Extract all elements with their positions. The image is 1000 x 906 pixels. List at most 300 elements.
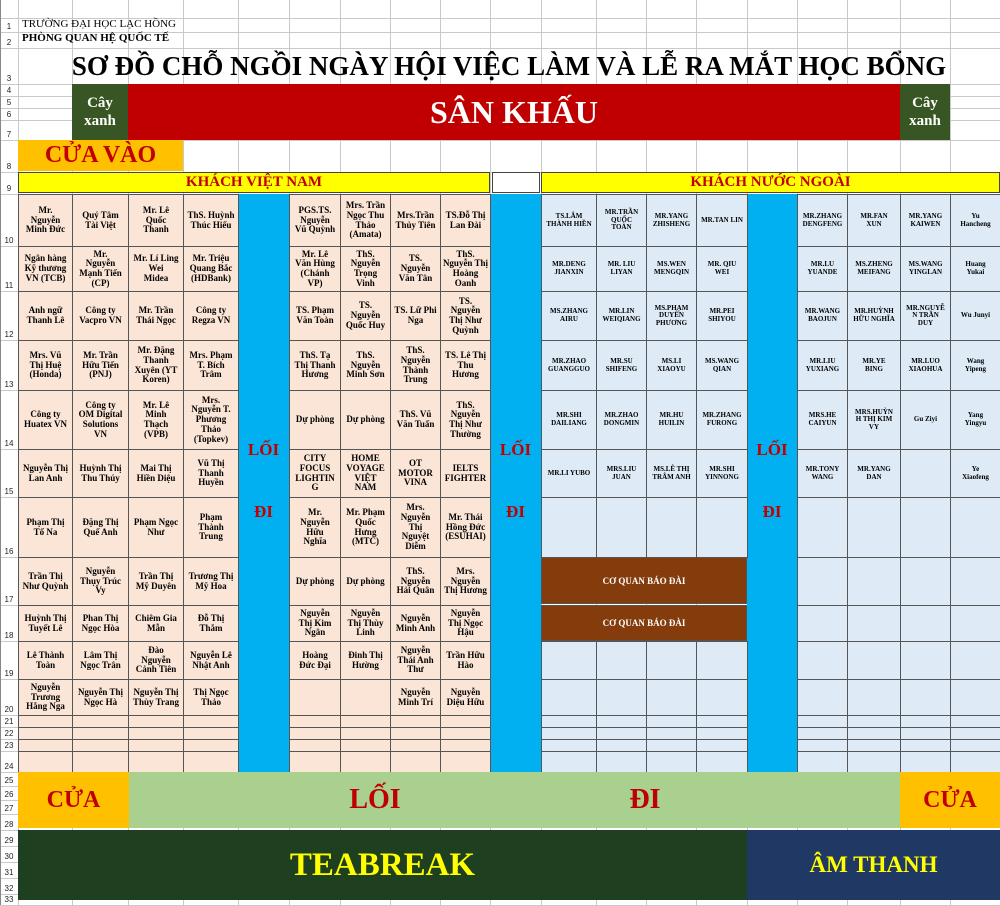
seat-name <box>198 614 225 633</box>
vn-block-b-seat <box>390 497 441 558</box>
fr-block-b-seat <box>900 340 951 391</box>
seat-name-line: VOYAGE <box>346 462 385 473</box>
vn-block-b-seat <box>390 679 441 716</box>
seat-name-line: (CP) <box>91 277 110 288</box>
seat-name <box>78 688 123 707</box>
seat-name-line: WEIQIANG <box>602 315 641 323</box>
seat-name-line: Phương <box>195 414 227 425</box>
row-number: 5 <box>6 98 12 107</box>
seat-name-line: Thúc Hiếu <box>190 219 232 230</box>
seat-name-line: HOME <box>351 453 380 464</box>
row-number: 32 <box>4 884 14 893</box>
empty-seat <box>950 751 1000 773</box>
seat-name-line: Lan Đài <box>449 219 482 230</box>
seat-name <box>399 254 433 283</box>
seat-name-line: Ngọc Trân <box>80 659 121 670</box>
seat-name <box>449 401 482 440</box>
vn-block-a-seat <box>183 679 239 716</box>
seat-name-line: Nguyễn <box>400 686 431 697</box>
seat-name <box>348 651 383 670</box>
seat-name <box>448 609 483 638</box>
seat-name-line: MR.TRẦN <box>604 208 639 217</box>
section-gap <box>492 172 540 193</box>
seat-name-line: Phạm Ngọc <box>133 516 179 527</box>
seat-name-line: VINA <box>403 477 427 488</box>
seat-name-line: Cảnh Tiên <box>135 664 177 675</box>
vn-block-a-seat <box>128 449 184 498</box>
row-number: 2 <box>6 38 12 47</box>
vn-block-b-seat <box>340 497 391 558</box>
seat-name <box>551 412 587 427</box>
seat-name-line: Ngọc Thu <box>346 209 385 220</box>
vn-block-a-seat <box>18 246 73 292</box>
seat-name <box>446 651 485 670</box>
vn-block-a-seat <box>18 390 73 450</box>
seat-name-line: Thị Kim <box>298 617 332 628</box>
vn-block-b-seat <box>440 194 491 247</box>
page-title: SƠ ĐỒ CHỖ NGỒI NGÀY HỘI VIỆC LÀM VÀ LỄ RA MẮT HỌC BỔNG <box>71 50 947 81</box>
seat-name-line: DUYÊN <box>659 311 684 320</box>
seat-name-line: G <box>311 482 319 493</box>
fr-block-b-seat <box>847 390 901 450</box>
seat-name-line: Lê Thành <box>26 649 65 660</box>
fr-block-a-seat <box>646 194 697 247</box>
fr-block-b-seat <box>797 246 848 292</box>
seat-name <box>860 213 887 228</box>
vn-block-b-seat <box>289 390 341 450</box>
seat-name-line: Nguyễn <box>400 612 431 623</box>
seat-name <box>803 213 843 228</box>
seat-name-line: JIANXIN <box>554 268 584 276</box>
seat-name <box>445 513 486 542</box>
seat-name-line: Tuyết Lê <box>28 622 63 633</box>
seat-name <box>135 614 177 633</box>
seat-name <box>351 250 381 289</box>
empty-seat <box>72 751 129 773</box>
seat-name <box>449 297 482 336</box>
seat-name-line: Hậu <box>457 627 474 638</box>
seat-name-line: Nguyễn <box>85 258 116 269</box>
seat-name-line: ThS. <box>406 345 425 356</box>
fr-block-a-seat <box>596 449 647 498</box>
seat-name <box>401 346 431 385</box>
seat-name-line: VP) <box>307 277 323 288</box>
fr-block-a-seat <box>646 449 697 498</box>
seat-name-line: MR.YANG <box>857 464 891 473</box>
seat-name-line: Thành <box>402 364 429 375</box>
vn-block-b-seat <box>289 497 341 558</box>
seat-name-line: Hiền Diệu <box>136 472 176 483</box>
vn-block-a-seat <box>18 497 73 558</box>
seat-name <box>347 609 383 638</box>
seat-name-line: Thường <box>450 428 481 439</box>
fr-block-a-seat <box>646 340 697 391</box>
empty-seat <box>797 679 848 716</box>
seat-name <box>136 306 176 325</box>
fr-block-a-seat <box>696 194 748 247</box>
seat-name-line: Thụy Trúc <box>80 575 121 586</box>
seat-name-line: Mr. <box>308 507 322 518</box>
seat-name-line: Nguyễn <box>450 607 481 618</box>
vn-block-a-seat <box>128 679 184 716</box>
seat-name <box>300 508 330 547</box>
empty-seat <box>646 641 697 680</box>
seat-name-line: XIAOYU <box>657 364 686 373</box>
empty-seat <box>900 751 951 773</box>
seat-name-line: MR.SU <box>610 356 633 365</box>
seat-name-line: Văn Tân <box>398 272 433 283</box>
row-number: 6 <box>6 110 12 119</box>
empty-seat <box>440 751 491 773</box>
seat-name-line: MRS.HE <box>808 411 837 420</box>
seat-name-line: Oanh <box>454 277 477 288</box>
seat-name-line: Huatex VN <box>23 419 68 429</box>
seat-name-line: NAM <box>354 482 377 493</box>
seat-name <box>606 358 638 373</box>
seat-name <box>26 683 65 712</box>
fr-block-b-seat <box>847 340 901 391</box>
seat-name-line: Yingyu <box>964 419 987 427</box>
seat-name-line: Wei <box>148 263 164 274</box>
seat-name-line: Văn Tuấn <box>396 419 435 429</box>
seat-name-line: Trần Thị <box>138 570 174 581</box>
seat-name-line: (Chánh <box>300 268 330 278</box>
seat-name-line: Nguyễn <box>300 214 330 225</box>
seat-name <box>137 464 176 483</box>
seat-name-line: Hancheng <box>960 219 991 228</box>
empty-seat <box>596 679 647 716</box>
seat-name-line: Mạnh Tiến <box>79 268 122 278</box>
seat-name <box>136 572 176 591</box>
seat-name-line: VN <box>94 428 107 439</box>
vn-block-b-seat <box>340 340 391 391</box>
seat-name-line: MR.TAN LIN <box>701 215 743 224</box>
seat-name-line: LIYAN <box>610 268 633 276</box>
seat-name-line: Đỗ Thị <box>197 612 225 623</box>
empty-seat <box>340 751 391 773</box>
seat-name <box>296 306 334 325</box>
seat-name-line: Nguyễn <box>350 359 381 370</box>
seat-name-line: Minh <box>145 409 167 420</box>
seat-name <box>23 572 69 591</box>
seat-name-line: MR.FAN <box>860 211 888 220</box>
fr-block-a-seat <box>596 291 647 341</box>
seat-name-line: Nguyễn <box>85 565 116 576</box>
seat-name-line: Thị Như <box>449 419 482 429</box>
seat-name-line: MR.ZHAO <box>604 411 639 420</box>
seat-name <box>295 454 335 493</box>
vn-block-b-seat <box>289 605 341 642</box>
vn-block-b-seat <box>340 449 391 498</box>
seat-name-line: N TRẦN <box>912 311 939 320</box>
seat-name-line: ThS. Tạ <box>299 349 331 360</box>
vn-block-b-seat <box>390 390 441 450</box>
seat-name <box>607 466 637 481</box>
vn-block-b-seat <box>289 291 341 341</box>
fr-block-b-seat <box>950 246 1000 292</box>
seat-name-line: TS. <box>358 300 373 311</box>
seat-name-line: Quý Tâm <box>82 209 119 220</box>
seat-name-line: Hữu Tiến <box>82 359 119 370</box>
seat-name-line: Nguyễn <box>300 516 330 527</box>
fr-block-a-seat <box>646 390 697 450</box>
seat-name <box>701 217 743 225</box>
vn-block-b-seat <box>289 557 341 606</box>
empty-seat <box>950 497 1000 558</box>
row-number: 4 <box>6 86 12 95</box>
vn-block-b-seat <box>340 679 391 716</box>
vn-block-b-seat <box>289 246 341 292</box>
vn-block-b-seat <box>289 679 341 716</box>
seat-name-line: MR.LIU <box>809 356 836 365</box>
seat-name-line: Ye <box>971 464 980 473</box>
seat-name <box>294 351 335 380</box>
seat-name-line: MS.ZHENG <box>855 260 893 269</box>
seat-name-line: MR.WANG <box>804 307 841 316</box>
seat-name-line: Thùy Trang <box>133 696 179 707</box>
seat-name <box>190 651 232 670</box>
vn-block-a-seat <box>18 679 73 716</box>
row-number: 24 <box>4 762 14 771</box>
vn-block-b-seat <box>289 449 341 498</box>
fr-block-a-seat <box>646 291 697 341</box>
seat-name-line: MR.YANG <box>654 211 689 220</box>
vn-block-b-seat <box>440 497 491 558</box>
seat-name-line: Yukai <box>966 268 985 276</box>
seat-name-line: Huỳnh Thị <box>24 612 67 623</box>
fr-block-a-seat <box>696 246 748 292</box>
aisle-2 <box>490 194 541 772</box>
vn-block-a-seat <box>72 641 129 680</box>
seat-name-line: Huang <box>965 260 986 269</box>
seat-name-line: Công ty <box>85 305 116 316</box>
vn-block-a-seat <box>183 557 239 606</box>
seat-name-line: Thắm <box>199 622 223 633</box>
vn-block-b-seat <box>340 291 391 341</box>
fr-block-b-seat <box>847 194 901 247</box>
seat-name-line: Hoàng <box>302 649 328 660</box>
seat-name-line: Nguyễn Thị <box>133 686 179 697</box>
fr-block-b-seat <box>797 291 848 341</box>
seat-name-line: Dự phòng <box>295 575 335 586</box>
seat-name-line: THÀNH HIỀN <box>546 219 592 228</box>
seat-name <box>79 250 121 289</box>
seat-name <box>855 261 893 276</box>
fr-block-b-seat <box>950 291 1000 341</box>
seat-name-line: Koren) <box>142 374 170 385</box>
seat-name-line: Lâm Thị <box>83 649 118 660</box>
row-number: 3 <box>6 74 12 83</box>
fr-block-b-seat <box>900 390 951 450</box>
seat-name-line: MS.WANG <box>908 260 943 269</box>
vn-block-a-seat <box>128 291 184 341</box>
seat-name <box>906 305 945 328</box>
seat-name-line: Phạm Thị <box>26 516 65 527</box>
seat-name-line: (MTC) <box>351 536 379 547</box>
seat-name <box>190 351 233 380</box>
seat-name <box>296 577 334 587</box>
seat-name-line: Linh <box>356 627 375 638</box>
seat-name-line: Yang <box>967 411 984 420</box>
vn-block-a-seat <box>128 390 184 450</box>
seat-name <box>198 513 224 542</box>
seat-name-line: Công ty <box>195 305 227 316</box>
seat-name <box>809 412 837 427</box>
seat-name-line: ThS. <box>456 399 475 410</box>
seat-name <box>295 206 335 235</box>
seat-name-line: Anh ngữ <box>28 305 63 316</box>
seat-name-line: Thảo <box>355 219 376 230</box>
seat-name-line: Ngọc Hà <box>83 696 118 707</box>
seat-name <box>657 358 685 373</box>
seat-name-line: Nguyễn <box>400 644 431 655</box>
seat-name-line: TS. <box>458 295 473 306</box>
vn-block-b-seat <box>340 194 391 247</box>
fr-block-b-seat <box>847 449 901 498</box>
seat-name <box>24 614 66 633</box>
seat-name-line: Toàn <box>35 659 56 670</box>
empty-seat <box>541 751 597 773</box>
seat-name-line: Văn Toàn <box>296 315 334 325</box>
seat-name-line: Hào <box>457 659 474 670</box>
sound-area: ÂM THANH <box>747 830 1000 900</box>
fr-block-a-seat <box>596 340 647 391</box>
seat-name-line: KAIWEN <box>910 219 941 228</box>
seat-name-line: MR.LUO <box>911 356 940 365</box>
seat-name-line: TS. Phạm <box>295 305 334 316</box>
empty-seat <box>696 497 748 558</box>
empty-seat <box>797 605 848 642</box>
seat-name-line: (PNJ) <box>89 369 112 380</box>
walkway <box>129 772 900 828</box>
vn-block-b-seat <box>289 641 341 680</box>
vn-block-b-seat <box>390 557 441 606</box>
vn-block-a-seat <box>183 641 239 680</box>
seat-name <box>909 213 942 228</box>
empty-seat <box>646 751 697 773</box>
empty-seat <box>797 641 848 680</box>
seat-name-line: H THỊ KIM <box>855 415 893 424</box>
seat-name-line: GUANGGUO <box>548 364 590 373</box>
aisle-label-bottom: ĐI <box>506 502 525 521</box>
row-number: 21 <box>4 717 14 726</box>
vn-block-b-seat <box>390 291 441 341</box>
fr-block-a-seat <box>596 390 647 450</box>
empty-seat <box>596 751 647 773</box>
seat-name-line: Minh Đức <box>25 224 66 235</box>
row-number: 11 <box>4 281 14 290</box>
seat-name-line: PGS.TS. <box>298 204 332 215</box>
row-number: 23 <box>4 741 14 750</box>
seat-name-line: MEIFANG <box>857 268 891 276</box>
seat-name-line: Quỳnh <box>452 324 479 335</box>
row-number: 13 <box>4 380 14 389</box>
seat-name <box>396 614 435 633</box>
stage: SÂN KHẤU <box>128 84 900 140</box>
section-vietnam-header: KHÁCH VIỆT NAM <box>18 172 490 193</box>
seat-name-line: Hương <box>452 369 479 380</box>
seat-name-line: Mrs. Vũ <box>29 349 62 360</box>
seat-name-line: Mr. <box>38 204 53 215</box>
empty-seat <box>847 641 901 680</box>
seat-name <box>805 308 840 323</box>
seat-name <box>446 211 486 230</box>
empty-seat <box>797 751 848 773</box>
seat-name <box>136 646 176 675</box>
empty-seat <box>797 557 848 606</box>
fr-block-b-seat <box>950 390 1000 450</box>
seat-name <box>394 306 436 325</box>
vn-block-a-seat <box>18 449 73 498</box>
seat-name-line: Hưng <box>354 526 377 537</box>
vn-block-a-seat <box>128 641 184 680</box>
office-name: PHÒNG QUAN HỆ QUỐC TẾ <box>22 32 170 44</box>
seat-name-line: Nguyễn <box>30 214 61 225</box>
vn-block-b-seat <box>390 194 441 247</box>
fr-block-a-seat <box>541 340 597 391</box>
seat-name-line: Nguyễn T. <box>191 404 231 415</box>
seat-name <box>397 567 435 596</box>
seat-name-line: CAIYUN <box>808 419 837 427</box>
seat-name-line: MR.HU <box>659 411 684 420</box>
seat-name-line: MR.TONY <box>805 464 840 473</box>
seat-name-line: (Amata) <box>349 229 382 240</box>
seat-name-line: Dự phòng <box>295 414 335 425</box>
seat-name-line: HUILIN <box>658 419 685 427</box>
seat-name-line: Quế Anh <box>83 526 118 537</box>
seat-name-line: TOÀN <box>611 223 632 232</box>
fr-block-a-seat <box>541 449 597 498</box>
seat-name <box>705 358 739 373</box>
seat-name-line: MR. QIU <box>707 260 737 269</box>
fr-block-b-seat <box>797 449 848 498</box>
seat-name-line: Vacpro VN <box>79 315 122 325</box>
seat-name-line: Thanh <box>143 354 169 365</box>
seat-name <box>143 206 169 235</box>
seat-name-line: Lan Anh <box>28 472 63 483</box>
aisle-label-top: LỐI <box>247 440 280 459</box>
seat-name <box>27 651 65 670</box>
aisle-3 <box>747 194 797 772</box>
fr-block-a-seat <box>541 246 597 292</box>
seat-name-line: Thị Thùy <box>347 617 384 628</box>
vn-block-b-seat <box>390 340 441 391</box>
seat-name-line: DENGFENG <box>802 219 843 228</box>
seat-name-line: Thạch <box>143 419 169 429</box>
seat-name <box>346 508 385 547</box>
seat-name-line: JUAN <box>612 472 631 481</box>
row-number: 27 <box>4 804 14 813</box>
seat-name-line: Hải Quân <box>396 585 435 596</box>
seat-name-line: Nga <box>407 315 424 325</box>
seat-name-line: MS.LI <box>661 356 682 365</box>
seat-name-line: DAILIANG <box>551 419 587 427</box>
seat-name <box>82 518 118 537</box>
seat-name-line: Mr. Phạm <box>346 507 385 518</box>
vn-block-b-seat <box>390 449 441 498</box>
seat-name <box>197 459 224 488</box>
seat-name-line: Vinh <box>356 277 375 288</box>
seat-name-line: Nguyễn <box>400 575 431 586</box>
seat-name-line: Mr. <box>93 248 108 259</box>
seat-name-line: Gu Ziyi <box>913 415 938 424</box>
empty-seat <box>289 751 341 773</box>
vn-block-b-seat <box>340 246 391 292</box>
seat-name-line: OM Digital <box>78 409 123 420</box>
seat-name <box>346 351 384 380</box>
seat-name <box>191 396 230 445</box>
tree-left-line2: xanh <box>84 113 116 129</box>
